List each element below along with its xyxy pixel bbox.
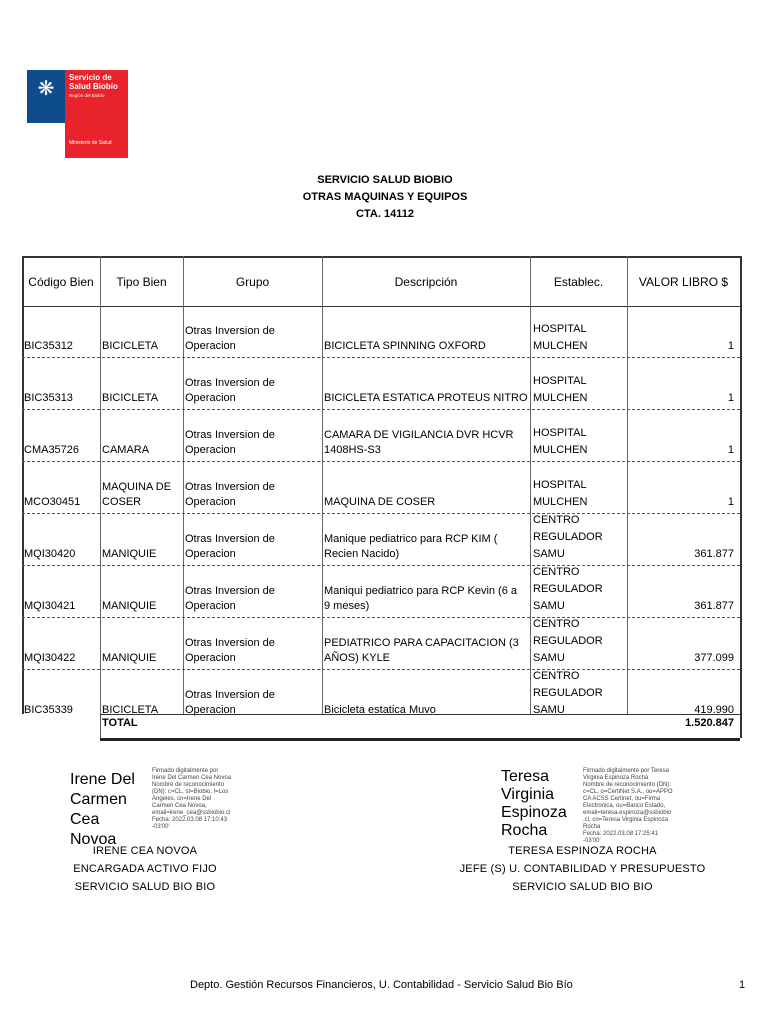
cell-establecimiento: HOSPITAL <box>533 323 587 335</box>
cell-valor: 419.990 <box>694 704 734 716</box>
cell-descripcion: Bicicleta estatica Muvo <box>324 704 436 716</box>
page-number: 1 <box>739 979 746 991</box>
table-rule <box>22 256 24 714</box>
cell-establecimiento: CENTRO <box>533 618 580 630</box>
column-header: VALOR LIBRO $ <box>638 275 729 289</box>
cell-codigo: MQI30422 <box>24 652 76 664</box>
table-rule <box>740 256 742 714</box>
table-rule <box>322 256 323 714</box>
cell-grupo: Otras Inversion de <box>185 585 275 597</box>
cell-grupo: Operacion <box>185 496 236 508</box>
cell-descripcion: 9 meses) <box>324 600 370 612</box>
cell-descripcion: 1408HS-S3 <box>324 444 381 456</box>
digital-signature-line: Carmen Cea Novoa, <box>152 803 207 809</box>
cell-descripcion: MAQUINA DE COSER <box>324 496 436 508</box>
cell-codigo: MQI30421 <box>24 600 76 612</box>
digital-signature-line: c=CL, o=CertiNet S.A., ou=APPO <box>583 789 673 795</box>
cell-descripcion: BICICLETA ESTATICA PROTEUS NITRO <box>324 392 528 404</box>
chile-coat-of-arms-icon: ❋ <box>37 78 55 100</box>
cell-descripcion: AÑOS) KYLE <box>324 652 391 664</box>
cell-tipo: CAMARA <box>102 444 150 456</box>
cell-valor: 1 <box>727 340 734 352</box>
cell-tipo: MANIQUIE <box>102 600 157 612</box>
table-rule <box>22 565 740 566</box>
cell-tipo: BICICLETA <box>102 392 159 404</box>
cell-grupo: Operacion <box>185 340 236 352</box>
column-header: Código Bien <box>28 275 94 289</box>
cell-grupo: Operacion <box>185 600 236 612</box>
cell-valor: 1 <box>727 496 734 508</box>
header-line-1: SERVICIO SALUD BIOBIO <box>317 174 453 186</box>
digital-signature-line: Firmado digitalmente por Teresa <box>583 768 669 774</box>
cell-valor: 1 <box>727 392 734 404</box>
cell-codigo: BIC35313 <box>24 392 73 404</box>
digital-signature-line: email=teresa.espinoza@ssbiobio <box>583 810 672 816</box>
cell-tipo: MAQUINA DE <box>102 481 172 493</box>
cell-establecimiento: HOSPITAL <box>533 427 587 439</box>
digital-signature-line: Fecha: 2022.03.08 17:25:41 <box>583 831 659 837</box>
cell-establecimiento: CENTRO <box>533 514 580 526</box>
digital-signature-line: Irene Del Carmen Cea Novoa <box>152 775 232 781</box>
table-rule <box>183 256 184 714</box>
table-rule <box>740 714 742 738</box>
cell-establecimiento: SAMU <box>533 548 565 560</box>
cell-codigo: BIC35312 <box>24 340 73 352</box>
table-rule <box>22 256 740 258</box>
table-rule <box>22 461 740 462</box>
cell-grupo: Otras Inversion de <box>185 377 275 389</box>
cell-tipo: MANIQUIE <box>102 548 157 560</box>
cell-establecimiento: SAMU <box>533 704 565 716</box>
digital-signature-line: Firmado digitalmente por <box>152 768 219 774</box>
signature-right-caption: TERESA ESPINOZA ROCHA JEFE (S) U. CONTABILIDAD Y PRESUPUESTO SERVICIO SALUD BIO BIO <box>459 845 706 893</box>
cell-establecimiento: MULCHEN <box>533 392 588 404</box>
footer-text: Depto. Gestión Recursos Financieros, U. Contabilidad - Servicio Salud Bio Bío <box>190 979 573 991</box>
cell-establecimiento: SAMU <box>533 652 565 664</box>
cell-establecimiento: MULCHEN <box>533 496 588 508</box>
table-rule <box>100 738 740 741</box>
signature-right-name: Teresa Virginia Espinoza Rocha <box>501 768 567 839</box>
cell-establecimiento: REGULADOR <box>533 583 603 595</box>
cell-valor: 361.877 <box>694 600 734 612</box>
cell-grupo: Operacion <box>185 548 236 560</box>
table-rule <box>22 513 740 514</box>
cell-codigo: MQI30420 <box>24 548 76 560</box>
cell-establecimiento: CENTRO <box>533 566 580 578</box>
cell-grupo: Operacion <box>185 392 236 404</box>
cell-establecimiento: MULCHEN <box>533 340 588 352</box>
digital-signature-line: .cl, cn=Teresa Virginia Espinoza <box>583 817 669 823</box>
cell-grupo: Otras Inversion de <box>185 533 275 545</box>
cell-establecimiento: MULCHEN <box>533 444 588 456</box>
cell-descripcion: Maniqui pediatrico para RCP Kevin (6 a <box>324 585 518 597</box>
header-line-3: CTA. 14112 <box>356 208 414 220</box>
column-header: Grupo <box>235 275 270 289</box>
logo-title: Servicio de Salud Biobío <box>69 73 118 91</box>
digital-signature-line: Rocha <box>583 824 601 830</box>
cell-establecimiento: HOSPITAL <box>533 375 587 387</box>
table-rule <box>100 256 101 714</box>
table-rule <box>22 357 740 358</box>
cell-descripcion: Recien Nacido) <box>324 548 400 560</box>
cell-grupo: Otras Inversion de <box>185 325 275 337</box>
cell-grupo: Otras Inversion de <box>185 481 275 493</box>
signature-right-digital-info <box>583 768 703 845</box>
digital-signature-line: Nombre de reconocimiento (DN): <box>583 782 672 788</box>
table-rule <box>22 306 740 307</box>
digital-signature-line: Nombre de reconocimiento <box>152 782 225 788</box>
column-header: Descripción <box>394 275 458 289</box>
cell-grupo: Otras Inversion de <box>185 689 275 701</box>
signature-left-digital-info <box>152 768 272 831</box>
cell-establecimiento: REGULADOR <box>533 687 603 699</box>
cell-establecimiento: REGULADOR <box>533 531 603 543</box>
cell-establecimiento: HOSPITAL <box>533 479 587 491</box>
digital-signature-line: CA ACSS Certinet, ou=Firma <box>583 796 661 802</box>
total-label: TOTAL <box>102 717 138 729</box>
logo-white-block <box>27 123 65 158</box>
cell-grupo: Operacion <box>185 444 236 456</box>
ssbiobio-logo <box>27 70 128 158</box>
column-header: Tipo Bien <box>116 275 167 289</box>
cell-tipo: MANIQUIE <box>102 652 157 664</box>
logo-region: Región del Biobío <box>69 93 105 98</box>
cell-grupo: Operacion <box>185 652 236 664</box>
cell-tipo: BICICLETA <box>102 704 159 716</box>
cell-tipo: COSER <box>102 496 142 508</box>
cell-codigo: BIC35339 <box>24 704 73 716</box>
digital-signature-line: -03'00' <box>583 838 601 844</box>
cell-establecimiento: REGULADOR <box>533 635 603 647</box>
digital-signature-line: Angeles, cn=Irene Del <box>152 796 212 802</box>
cell-tipo: BICICLETA <box>102 340 159 352</box>
digital-signature-line: Fecha: 2022.03.08 17:10:43 <box>152 817 228 823</box>
table-rule <box>100 714 101 738</box>
cell-valor: 1 <box>727 444 734 456</box>
table-rule <box>22 409 740 410</box>
cell-descripcion: PEDIATRICO PARA CAPACITACION (3 <box>324 637 519 649</box>
table-rule <box>530 256 531 714</box>
cell-codigo: MCO30451 <box>24 496 81 508</box>
assets-table <box>22 256 740 738</box>
cell-descripcion: Manique pediatrico para RCP KIM ( <box>324 533 498 545</box>
cell-grupo: Otras Inversion de <box>185 429 275 441</box>
signature-left-name: Irene Del Carmen Cea Novoa <box>70 771 135 848</box>
cell-grupo: Otras Inversion de <box>185 637 275 649</box>
digital-signature-line: Virginia Espinoza Rocha <box>583 775 649 781</box>
table-rule <box>22 669 740 670</box>
cell-establecimiento: SAMU <box>533 600 565 612</box>
cell-descripcion: CAMARA DE VIGILANCIA DVR HCVR <box>324 429 514 441</box>
digital-signature-line: -03'00' <box>152 824 170 830</box>
digital-signature-line: Electronica, ou=Banco Estado, <box>583 803 666 809</box>
total-value: 1.520.847 <box>685 717 734 729</box>
signature-left-caption: IRENE CEA NOVOA ENCARGADA ACTIVO FIJO SERVICIO SALUD BIO BIO <box>73 845 217 893</box>
digital-signature-line: (DN): c=CL, st=Biobio, l=Los <box>152 789 229 795</box>
cell-establecimiento: CENTRO <box>533 670 580 682</box>
cell-valor: 361.877 <box>694 548 734 560</box>
cell-descripcion: BICICLETA SPINNING OXFORD <box>324 340 486 352</box>
cell-valor: 377.099 <box>694 652 734 664</box>
header-line-2: OTRAS MAQUINAS Y EQUIPOS <box>302 191 468 203</box>
digital-signature-line: email=irene_cea@ssbiobio.cl <box>152 810 231 816</box>
cell-codigo: CMA35726 <box>24 444 80 456</box>
table-rule <box>22 617 740 618</box>
column-header: Establec. <box>553 275 604 289</box>
cell-grupo: Operacion <box>185 704 236 716</box>
logo-ministry: Ministerio de Salud <box>69 140 112 146</box>
